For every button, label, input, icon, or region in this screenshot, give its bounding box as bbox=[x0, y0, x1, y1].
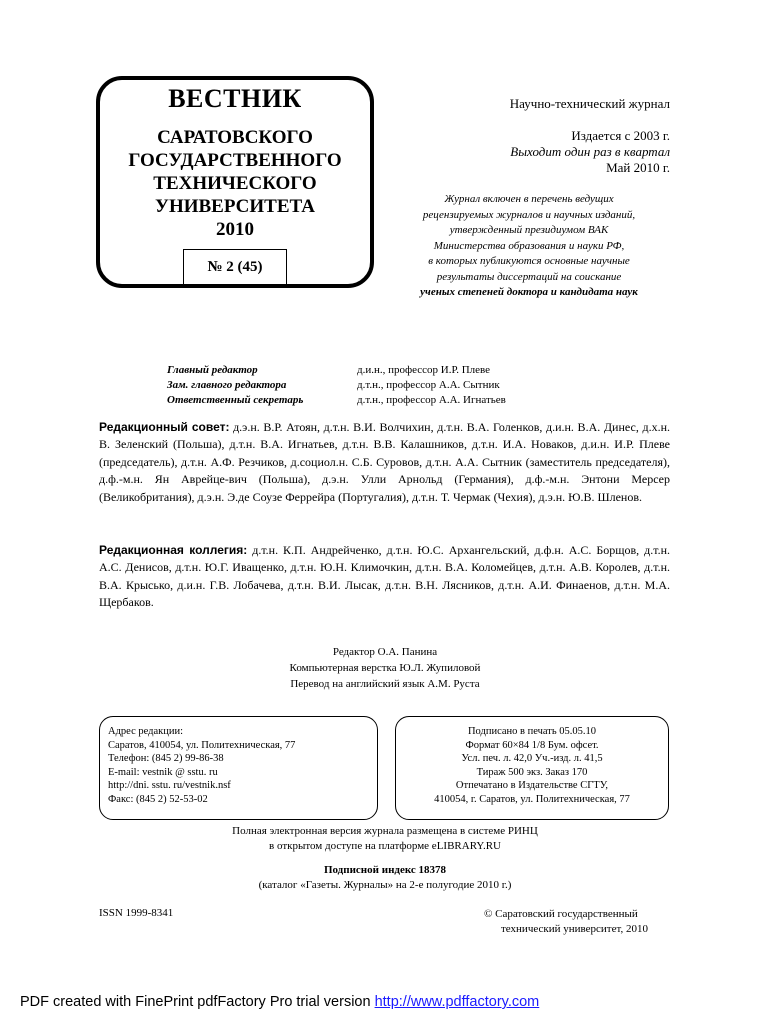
title-year: 2010 bbox=[216, 219, 254, 240]
rinc-line: в открытом доступе на платформе eLIBRARY.RU bbox=[269, 839, 501, 852]
vak-note-line: результаты диссертаций на соискание bbox=[436, 270, 622, 283]
issn: ISSN 1999-8341 bbox=[99, 907, 174, 919]
credits bbox=[200, 644, 570, 692]
editor-row bbox=[167, 393, 506, 408]
copyright-line: © Саратовский государственный bbox=[484, 908, 638, 920]
email-line: E-mail: vestnik @ sstu. ru bbox=[108, 766, 218, 778]
copyright-line: технический университет, 2010 bbox=[501, 922, 648, 935]
print-info-box bbox=[395, 716, 669, 820]
editorial-council bbox=[99, 419, 670, 506]
board-label: Редакционная коллегия: bbox=[99, 543, 248, 557]
credit-line: Перевод на английский язык А.М. Руста bbox=[290, 678, 480, 690]
print-info-line: Тираж 500 экз. Заказ 170 bbox=[476, 766, 588, 778]
pdffactory-link[interactable]: http://www.pdffactory.com bbox=[374, 994, 540, 1010]
pdf-footer bbox=[20, 994, 539, 1010]
editorial-address-box bbox=[99, 716, 378, 820]
vak-note-line: Министерства образования и науки РФ, bbox=[433, 239, 625, 252]
title-line: САРАТОВСКОГО bbox=[157, 127, 313, 148]
issue-date: Май 2010 г. bbox=[606, 160, 670, 175]
credit-line: Компьютерная верстка Ю.Л. Жупиловой bbox=[289, 662, 481, 674]
vak-note bbox=[386, 192, 672, 301]
address-line: Адрес редакции: bbox=[108, 726, 184, 737]
editor-name: д.т.н., профессор А.А. Сытник bbox=[357, 379, 500, 391]
editor-row bbox=[167, 378, 506, 393]
journal-word: ВЕСТНИК bbox=[168, 84, 302, 113]
editor-name: д.т.н., профессор А.А. Игнатьев bbox=[357, 394, 506, 406]
subscription-info bbox=[150, 863, 620, 892]
print-info-line: 410054, г. Саратов, ул. Политехническая, 77 bbox=[434, 793, 630, 805]
rinc-note bbox=[150, 824, 620, 853]
print-info-line: Усл. печ. л. 42,0 Уч.-изд. л. 41,5 bbox=[461, 753, 603, 764]
journal-title bbox=[100, 86, 370, 241]
council-members: д.э.н. В.Р. Атоян, д.т.н. В.И. Волчихин, д.т.н. В.А. Голенков, д.и.н. В.А. Динес, д.х.н. В. Зеленский (Польша), д.т.н. В.А. Игнатьев, д.т.н. В.В. Калашников, д.т.н. И.А. Новаков, д.и.н. И.Р. Плеве (председатель), д.т.н. А.Ф. Резчиков, д.социол.н. С.Б. Суровов, д.т.н. А.А. Сытник (заместитель председателя), д.ф.-м.н. Ян Аврейце-вич (Польша), д.э.н. Улли Арнольд (Германия), д.ф.-м.н. Энтони Мерсер (Великобритания), д.э.н. Э.де Соузе Феррейра (Португалия), д.т.н. Т. Чермак (Чехия), д.э.н. Ю.В. Шленов. bbox=[99, 420, 670, 504]
journal-type: Научно-технический журнал bbox=[509, 96, 670, 111]
editor-row bbox=[167, 363, 506, 378]
vak-note-line: Журнал включен в перечень ведущих bbox=[444, 193, 614, 205]
title-line: ТЕХНИЧЕСКОГО bbox=[153, 173, 317, 194]
editors-list bbox=[167, 363, 506, 408]
footer-text: PDF created with FinePrint pdfFactory Pro trial version bbox=[20, 994, 375, 1010]
vak-note-line: утвержденный президиумом ВАК bbox=[449, 224, 609, 236]
issue-number: № 2 (45) bbox=[183, 249, 287, 285]
vak-note-line: в которых публикуются основные научные bbox=[428, 255, 630, 267]
print-info-line: Подписано в печать 05.05.10 bbox=[467, 726, 597, 737]
rinc-line: Полная электронная версия журнала размещена в системе РИНЦ bbox=[232, 825, 538, 837]
vak-note-bold-line: ученых степеней доктора и кандидата наук bbox=[420, 286, 638, 298]
published-since: Издается с 2003 г. bbox=[571, 128, 670, 143]
print-info-line: Отпечатано в Издательстве СГТУ, bbox=[455, 780, 609, 791]
credit-line: Редактор О.А. Панина bbox=[332, 646, 438, 658]
copyright bbox=[484, 907, 648, 936]
editorial-board bbox=[99, 542, 670, 612]
address-line: Саратов, 410054, ул. Политехническая, 77 bbox=[108, 739, 296, 751]
subscription-index: Подписной индекс 18378 bbox=[323, 864, 447, 876]
title-line: ГОСУДАРСТВЕННОГО bbox=[128, 150, 342, 171]
editor-name: д.и.н., профессор И.Р. Плеве bbox=[357, 364, 491, 376]
website-line: http://dni. sstu. ru/vestnik.nsf bbox=[108, 780, 231, 791]
editor-role: Зам. главного редактора bbox=[167, 379, 287, 391]
vak-note-line: рецензируемых журналов и научных изданий, bbox=[422, 208, 636, 221]
fax-line: Факс: (845 2) 52-53-02 bbox=[108, 793, 208, 805]
council-label: Редакционный совет: bbox=[99, 420, 230, 434]
board-members: д.т.н. К.П. Андрейченко, д.т.н. Ю.С. Архангельский, д.ф.н. А.С. Борщов, д.т.н. А.С. Денисов, д.т.н. Ю.Г. Иващенко, д.т.н. Ю.Н. Климочкин, д.т.н. В.А. Коломейцев, д.т.н. А.В. Королев, д.т.н. В.А. Крысько, д.и.н. Г.В. Лобачева, д.т.н. В.И. Лысак, д.т.н. В.Н. Лясников, д.т.н. А.И. Финаенов, д.т.н. М.А. Щербаков. bbox=[99, 543, 671, 610]
print-info-line: Формат 60×84 1/8 Бум. офсет. bbox=[465, 739, 599, 751]
subscription-catalog: (каталог «Газеты. Журналы» на 2-е полугодие 2010 г.) bbox=[258, 878, 512, 891]
editor-role: Главный редактор bbox=[167, 364, 258, 376]
publication-frequency: Выходит один раз в квартал bbox=[510, 144, 670, 159]
editor-role: Ответственный секретарь bbox=[167, 394, 304, 406]
phone-line: Телефон: (845 2) 99-86-38 bbox=[108, 753, 224, 764]
journal-info bbox=[400, 96, 670, 176]
title-line: УНИВЕРСИТЕТА bbox=[155, 196, 315, 217]
